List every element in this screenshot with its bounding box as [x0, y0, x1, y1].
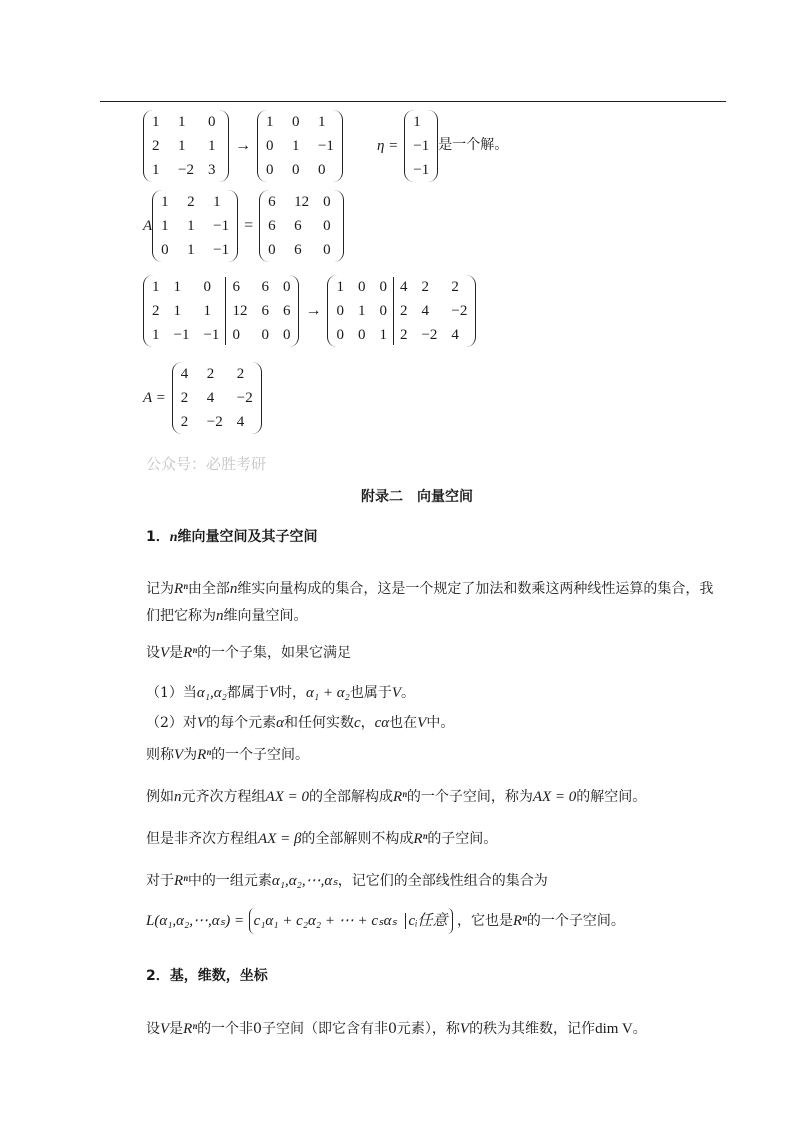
paragraph-definition: 记为Rⁿ由全部n维实向量构成的集合，这是一个规定了加法和数乘这两种线性运算的集合，我: [146, 581, 714, 597]
augmented-reduction-row: [143, 275, 476, 347]
paragraph-linear-combination: 对于Rⁿ中的一组元素α₁,α₂,⋯,αₛ，记它们的全部线性组合的集合为: [146, 873, 548, 889]
matrix-4: 6 12 0 6 6 0 0 6 0: [259, 190, 344, 262]
augmented-matrix-1: 1 1 0 2 1 1 1 −1 −1 6 6 0 12 6 6 0 0 0: [143, 275, 299, 347]
span-set: c₁α₁ + c₂α₂ + ⋯ + cₛαₛ cᵢ任意: [249, 908, 453, 934]
matrix-reduction-row-1: [143, 110, 508, 182]
equals-sign: =: [244, 217, 254, 234]
paragraph-subspace: 则称V为Rⁿ的一个子空间。: [146, 747, 310, 763]
matrix-3: 1 2 1 1 1 −1 0 1 −1: [152, 190, 238, 262]
eta-vector: 1 −1 −1: [404, 110, 438, 182]
eta-note: 是一个解。: [438, 137, 509, 153]
matrix-A-label: A =: [143, 389, 166, 406]
header-rule: [100, 101, 726, 102]
matrix-1: 1 1 0 2 1 1 1 −2 3: [143, 110, 229, 182]
condition-2: （2）对V的每个元素α和任何实数c，cα也在V中。: [146, 715, 455, 731]
matrix-A: 4 2 2 2 4 −2 2 −2 4: [172, 362, 262, 434]
arrow: →: [305, 302, 322, 319]
matrix-A-symbol: A: [143, 217, 153, 234]
augment-divider: [393, 277, 394, 345]
arrow: →: [234, 137, 251, 154]
paragraph-solution-space: 例如n元齐次方程组AX = 0的全部解构成Rⁿ的一个子空间，称为AX = 0的解空间。: [146, 789, 647, 805]
paragraph-dimension: 设V是Rⁿ的一个非0子空间（即它含有非0元素），称V的秩为其维数，记作dim V。: [146, 1021, 647, 1037]
section-2-heading: 2．基，维数，坐标: [146, 968, 268, 984]
paragraph-nonhomogeneous: 但是非齐次方程组AX = β的全部解则不构成Rⁿ的子空间。: [146, 831, 498, 847]
augment-divider: [225, 277, 226, 345]
watermark: 公众号：必胜考研: [146, 455, 267, 473]
appendix-title: 附录二 向量空间: [361, 489, 473, 505]
span-definition: L(α₁,α₂,⋯,αₛ) = c₁α₁ + c₂α₂ + ⋯ + cₛαₛ cᵢ任意 ，它也是Rⁿ的一个子空间。: [146, 908, 625, 934]
paragraph-subset: 设V是Rⁿ的一个子集，如果它满足: [146, 645, 352, 661]
eta-label: η =: [376, 137, 399, 154]
matrix-product-row: [143, 190, 344, 262]
matrix-2: 1 0 1 0 1 −1 0 0 0: [257, 110, 343, 182]
matrix-A-row: [143, 362, 262, 434]
paragraph-definition-cont: 们把它称为n维向量空间。: [146, 608, 308, 624]
section-1-heading: 1．n维向量空间及其子空间: [146, 529, 318, 545]
condition-1: （1）当α₁,α₂都属于V时，α₁ + α₂也属于V。: [146, 685, 416, 701]
augmented-matrix-2: 1 0 0 0 1 0 0 0 1 4 2 2 2 4 −2 2 −2 4: [327, 275, 476, 347]
